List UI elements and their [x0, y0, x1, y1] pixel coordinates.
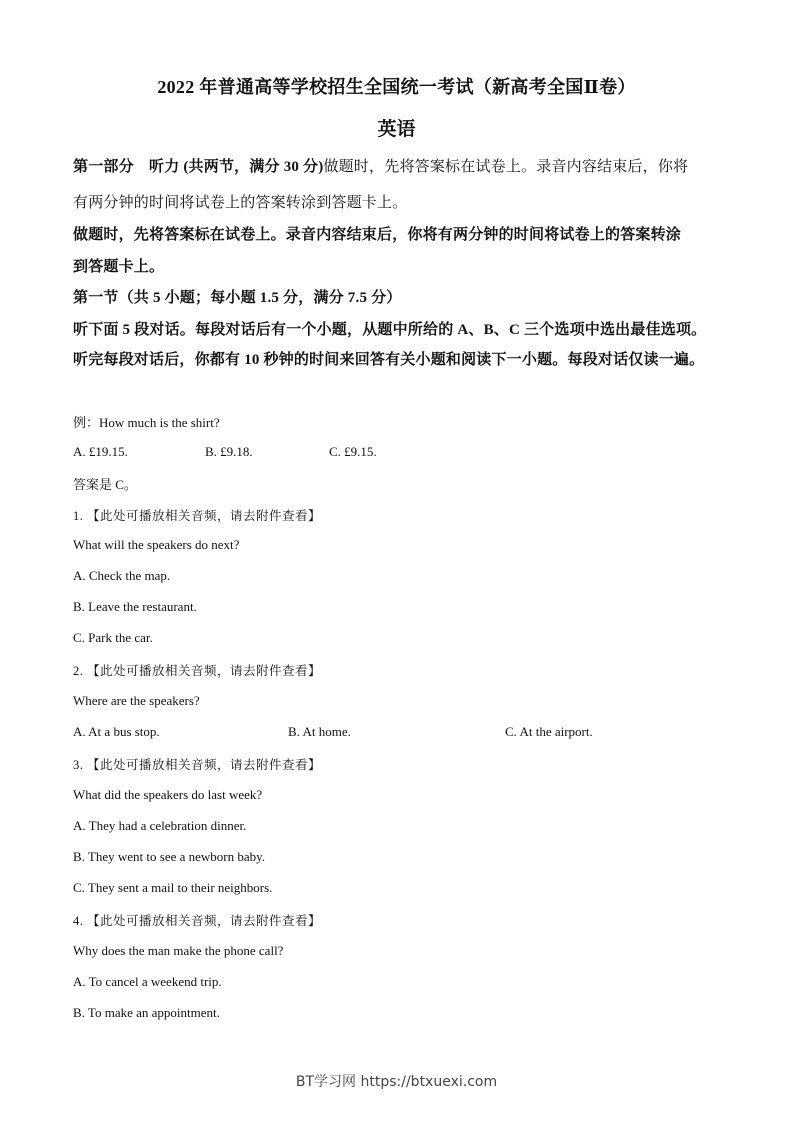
q2-question: Where are the speakers?: [73, 693, 200, 708]
q4-audio-note[interactable]: 4. 【此处可播放相关音频，请去附件查看】: [73, 914, 322, 928]
q1-audio-note[interactable]: 1. 【此处可播放相关音频，请去附件查看】: [73, 509, 322, 523]
site-watermark: BT学习网 https://btxuexi.com: [295, 1074, 498, 1090]
part-one-intro: [73, 155, 688, 176]
directions-line1: 听下面 5 段对话。每段对话后有一个小题，从题中所给的 A、B、C 三个选项中选出最佳选项。: [73, 322, 707, 338]
q2-audio-note[interactable]: 2. 【此处可播放相关音频，请去附件查看】: [73, 664, 322, 678]
q1-option-a: A. Check the map.: [73, 568, 171, 583]
q2-option-c: C. At the airport.: [505, 724, 593, 739]
q3-question: What did the speakers do last week?: [73, 787, 263, 802]
q2-option-a: A. At a bus stop.: [73, 724, 160, 739]
example-answer: 答案是 C。: [73, 477, 137, 492]
q4-option-a: A. To cancel a weekend trip.: [73, 974, 222, 989]
bold-instruction-line1: 做题时，先将答案标在试卷上。录音内容结束后，你将有两分钟的时间将试卷上的答案转涂: [73, 227, 682, 243]
q1-question: What will the speakers do next?: [73, 537, 240, 552]
example-option-a: A. £19.15.: [73, 444, 128, 459]
directions-line2: 听完每段对话后，你都有 10 秒钟的时间来回答有关小题和阅读下一小题。每段对话仅读一遍。: [73, 352, 705, 368]
example-question: 例：How much is the shirt?: [73, 415, 220, 430]
q2-option-b: B. At home.: [288, 724, 351, 739]
exam-title: 2022 年普通高等学校招生全国统一考试（新高考全国Ⅱ卷）: [157, 77, 636, 97]
example-option-b: B. £9.18.: [205, 444, 253, 459]
q4-question: Why does the man make the phone call?: [73, 943, 284, 958]
section-heading: 第一节（共 5 小题；每小题 1.5 分，满分 7.5 分）: [73, 290, 402, 306]
subject-heading: 英语: [377, 119, 416, 140]
q3-option-c: C. They sent a mail to their neighbors.: [73, 880, 273, 895]
q4-option-b: B. To make an appointment.: [73, 1005, 220, 1020]
q3-option-a: A. They had a celebration dinner.: [73, 818, 247, 833]
part-one-line2: 有两分钟的时间将试卷上的答案转涂到答题卡上。: [73, 195, 408, 211]
q1-option-b: B. Leave the restaurant.: [73, 599, 197, 614]
part-one-heading: 第一部分 听力 (共两节，满分 30 分): [73, 159, 324, 175]
q3-audio-note[interactable]: 3. 【此处可播放相关音频，请去附件查看】: [73, 758, 322, 772]
example-option-c: C. £9.15.: [329, 444, 377, 459]
q1-option-c: C. Park the car.: [73, 630, 153, 645]
bold-instruction-line2: 到答题卡上。: [73, 259, 165, 275]
q3-option-b: B. They went to see a newborn baby.: [73, 849, 266, 864]
part-one-tail: 做题时，先将答案标在试卷上。录音内容结束后，你将: [323, 159, 689, 175]
